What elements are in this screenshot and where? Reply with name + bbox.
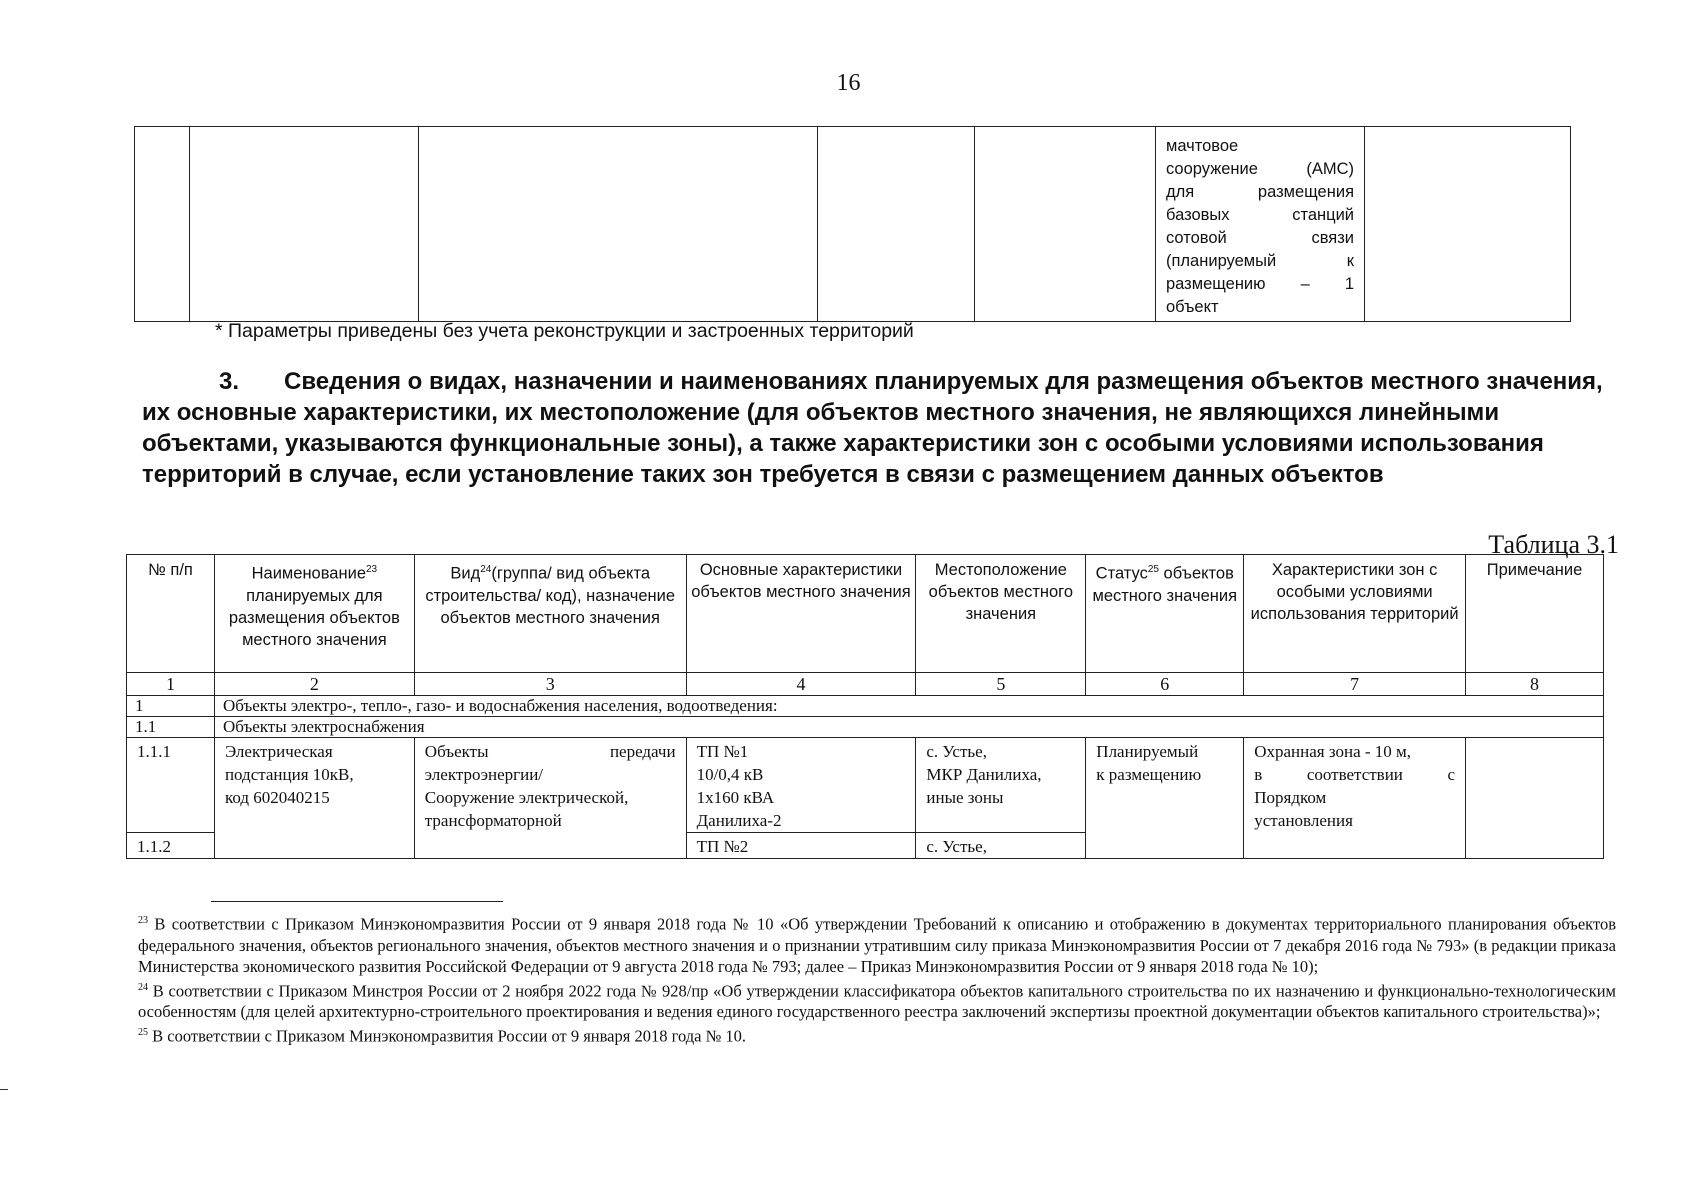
column-number: 3: [414, 673, 686, 696]
header-cell: Вид$^{24}$(группа/ вид объекта строительства/ код), назначение объектов местного значения: [414, 555, 686, 673]
location-cell: с. Устье, МКР Данилиха, иные зоны: [916, 738, 1086, 833]
table-row: [127, 738, 1604, 833]
footnote-25: $^{25}$ В соответствии с Приказом Минэкономразвития России от 9 января 2018 года № 10.: [138, 1026, 747, 1046]
zone-cell: Охранная зона - 10 м, в соответствии с Порядком установления: [1244, 738, 1466, 859]
margin-mark: [0, 1089, 8, 1090]
continuation-table: [134, 126, 1571, 322]
header-row: [127, 555, 1604, 673]
params-note: * Параметры приведены без учета реконструкции и застроенных территорий: [215, 320, 914, 342]
footnote-23: $^{23}$ В соответствии с Приказом Минэкономразвития России от 9 января 2018 года № 10 «Об утверждении Требований к описанию и отображению в документах территориального планирования объектов федерального значения, объектов регионального значения, объектов местного значения и о признании утратившим силу приказа Минэкономразвития России от 7 декабря 2016 года № 793» (в редакции приказа Министерства экономического развития Российской Федерации от 9 августа 2018 года № 793; далее – Приказ Минэкономразвития России от 9 января 2018 года № 10);: [138, 914, 1616, 976]
object-type-cell: Объекты передачи электроэнергии/ Сооружение электрической, трансформаторной: [414, 738, 686, 859]
group-title: Объекты электро-, тепло-, газо- и водоснабжения населения, водоотведения:: [214, 696, 1603, 717]
location-cell: с. Устье,: [916, 833, 1086, 859]
row-number: 1.1.2: [127, 833, 215, 859]
group-row: [127, 696, 1604, 717]
object-name-cell: Электрическая подстанция 10кВ, код 602040215: [214, 738, 414, 859]
column-number: 7: [1244, 673, 1466, 696]
column-number: 4: [686, 673, 916, 696]
table-cell: [135, 127, 190, 322]
footnote-divider: [211, 901, 503, 902]
row-number: 1.1.1: [127, 738, 215, 833]
header-cell: Примечание: [1466, 555, 1604, 673]
note-cell: [1466, 738, 1604, 859]
section-heading: [142, 366, 1622, 490]
group-title: Объекты электроснабжения: [214, 717, 1603, 738]
characteristics-cell: ТП №1 10/0,4 кВ 1х160 кВА Данилиха-2: [686, 738, 916, 833]
table-cell: [1365, 127, 1571, 322]
group-number: 1: [127, 696, 215, 717]
section-title-rest: значения, их основные характеристики, их местоположение (для объектов местного значения, не являющихся линейными объектами, указываются функциональные зоны), а также характеристики зон с особыми условиями использования территорий в случае, если установление таких зон требуется в связи с размещением данных объектов: [142, 368, 1603, 488]
table-caption: Таблица 3.1: [1488, 530, 1619, 559]
table-cell: [419, 127, 818, 322]
table-cell: [975, 127, 1156, 322]
group-number: 1.1: [127, 717, 215, 738]
column-number: 1: [127, 673, 215, 696]
table-cell: [818, 127, 975, 322]
footnote-24: $^{24}$ В соответствии с Приказом Минстроя России от 2 ноября 2022 года № 928/пр «Об утверждении классификатора объектов капитального строительства по их назначению и функционально-технологическим особенностям (для целей архитектурно-строительного проектирования и ведения единого государственного реестра заключений экспертизы проектной документации объектов капитального строительства)»;: [138, 981, 1617, 1021]
column-number: 6: [1086, 673, 1244, 696]
header-cell: Статус$^{25}$ объектов местного значения: [1086, 555, 1244, 673]
amc-description-cell: мачтовое сооружение (АМС) для размещения базовых станций сотовой связи (планируемый к размещению – 1 объект: [1156, 127, 1365, 322]
column-number-row: [127, 673, 1604, 696]
section-number: 3.: [219, 368, 240, 395]
header-cell: Местоположение объектов местного значения: [916, 555, 1086, 673]
status-cell: Планируемый к размещению: [1086, 738, 1244, 859]
main-table: [126, 554, 1604, 859]
group-row: [127, 717, 1604, 738]
characteristics-cell: ТП №2: [686, 833, 916, 859]
header-cell: Наименование$^{23}$ планируемых для размещения объектов местного значения: [214, 555, 414, 673]
column-number: 5: [916, 673, 1086, 696]
footnotes: [138, 910, 1616, 1047]
section-title-first: Сведения о видах, назначении и наименованиях планируемых для размещения объектов местного: [284, 368, 1480, 395]
page-number: 16: [836, 70, 861, 96]
header-cell: Характеристики зон с особыми условиями использования территорий: [1244, 555, 1466, 673]
table-cell: [190, 127, 419, 322]
column-number: 8: [1466, 673, 1604, 696]
column-number: 2: [214, 673, 414, 696]
header-cell: № п/п: [127, 555, 215, 673]
header-cell: Основные характеристики объектов местного значения: [686, 555, 916, 673]
